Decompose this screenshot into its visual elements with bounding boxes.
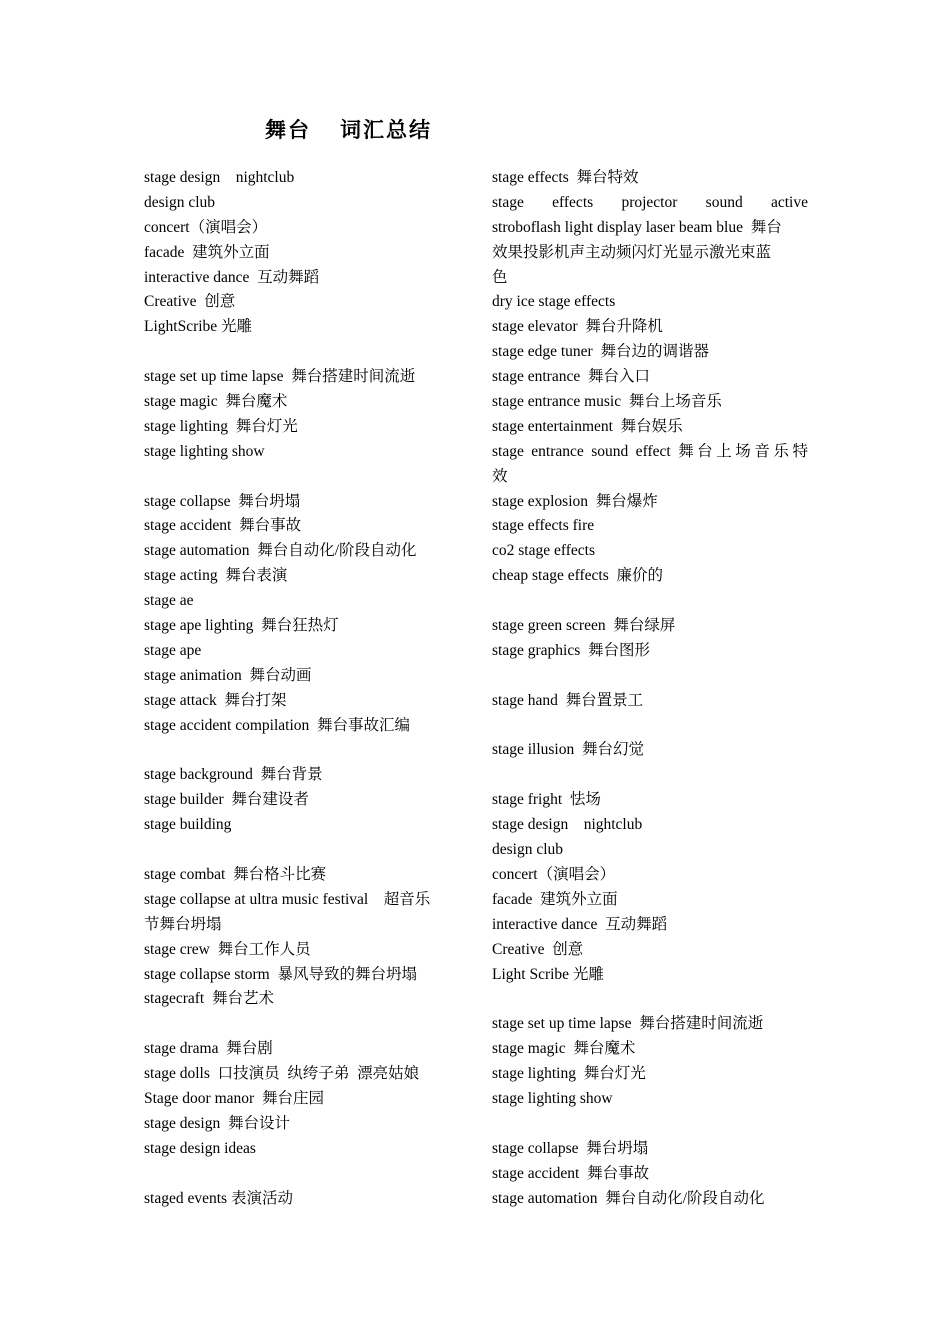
vocab-line: stage illusion 舞台幻觉 bbox=[492, 741, 644, 759]
vocab-line: concert（演唱会） bbox=[492, 865, 616, 883]
vocab-line: 色 bbox=[492, 268, 508, 286]
vocab-line: stage entrance 舞台入口 bbox=[492, 368, 650, 386]
vocab-line: stage lighting 舞台灯光 bbox=[144, 417, 298, 435]
vocab-line: stage dolls 口技演员 纨绔子弟 漂亮姑娘 bbox=[144, 1065, 420, 1083]
vocab-line: stage effects 舞台特效 bbox=[492, 169, 639, 186]
vocab-line: stage graphics 舞台图形 bbox=[492, 641, 650, 659]
vocab-line: stage collapse 舞台坍塌 bbox=[492, 1139, 649, 1157]
vocab-line: stage collapse at ultra music festival 超音乐 bbox=[144, 890, 431, 908]
right-column bbox=[492, 166, 808, 1211]
left-column bbox=[144, 166, 460, 1211]
page-title: 舞台 词汇总结 bbox=[265, 118, 432, 142]
vocab-line: stage background 舞台背景 bbox=[144, 766, 323, 784]
vocab-line: facade 建筑外立面 bbox=[492, 890, 618, 908]
vocab-line: design club bbox=[492, 841, 564, 859]
vocab-line: stage automation 舞台自动化/阶段自动化 bbox=[144, 542, 417, 560]
vocab-line: stage accident compilation 舞台事故汇编 bbox=[144, 716, 411, 734]
vocab-line: stage magic 舞台魔术 bbox=[492, 1040, 636, 1058]
vocab-line: stage crew 舞台工作人员 bbox=[144, 940, 311, 958]
vocab-line: stage drama 舞台剧 bbox=[144, 1040, 273, 1058]
vocab-line: stage collapse storm 暴风导致的舞台坍塌 bbox=[144, 965, 417, 983]
vocab-line: LightScribe 光雕 bbox=[144, 318, 253, 336]
vocab-line: stage elevator 舞台升降机 bbox=[492, 318, 663, 336]
vocab-line: stage lighting show bbox=[144, 442, 265, 460]
vocab-line: staged events 表演活动 bbox=[144, 1189, 293, 1207]
blank-line bbox=[144, 738, 460, 763]
vocab-line: stage building bbox=[144, 816, 232, 834]
blank-line bbox=[492, 664, 808, 689]
vocab-line: facade 建筑外立面 bbox=[144, 243, 270, 261]
blank-line bbox=[492, 589, 808, 614]
vocab-line: cheap stage effects 廉价的 bbox=[492, 567, 664, 585]
vocab-line: interactive dance 互动舞蹈 bbox=[144, 268, 320, 286]
vocab-line: stage ape lighting 舞台狂热灯 bbox=[144, 617, 339, 635]
blank-line bbox=[492, 714, 808, 739]
vocab-line: stage builder 舞台建设者 bbox=[144, 791, 309, 809]
vocab-line: stage fright 怯场 bbox=[492, 791, 601, 809]
vocab-line: stage lighting show bbox=[492, 1089, 613, 1107]
vocab-line: Creative 创意 bbox=[144, 293, 236, 311]
vocab-line: concert（演唱会） bbox=[144, 218, 268, 236]
blank-line bbox=[144, 838, 460, 863]
vocab-line: stage entrance music 舞台上场音乐 bbox=[492, 393, 722, 411]
vocab-line: stage animation 舞台动画 bbox=[144, 666, 312, 684]
blank-line bbox=[144, 1162, 460, 1187]
vocab-line: stage collapse 舞台坍塌 bbox=[144, 492, 301, 510]
vocab-line: stage design 舞台设计 bbox=[144, 1114, 290, 1132]
vocab-line: stage entrance sound effect 舞台上场音乐特 bbox=[492, 442, 808, 460]
vocab-line: 效果投影机声主动频闪灯光显示激光束蓝 bbox=[492, 243, 772, 261]
vocab-line: 效 bbox=[492, 467, 508, 485]
vocab-line: stage design nightclub bbox=[144, 169, 295, 186]
vocab-line: stage explosion 舞台爆炸 bbox=[492, 492, 658, 510]
vocab-line: stagecraft 舞台艺术 bbox=[144, 990, 274, 1008]
vocab-line: stage edge tuner 舞台边的调谐器 bbox=[492, 343, 709, 361]
vocab-line: dry ice stage effects bbox=[492, 293, 616, 311]
vocab-line: stage green screen 舞台绿屏 bbox=[492, 617, 676, 635]
vocab-line: Stage door manor 舞台庄园 bbox=[144, 1089, 324, 1107]
blank-line bbox=[144, 1012, 460, 1037]
vocab-line: stage design nightclub bbox=[492, 816, 643, 834]
vocab-line: stage combat 舞台格斗比赛 bbox=[144, 865, 327, 883]
vocab-line: stage hand 舞台置景工 bbox=[492, 691, 644, 709]
vocab-line: stage design ideas bbox=[144, 1139, 256, 1157]
vocab-line: stage acting 舞台表演 bbox=[144, 567, 288, 585]
vocab-line: 节舞台坍塌 bbox=[144, 915, 222, 933]
vocab-line: stage set up time lapse 舞台搭建时间流逝 bbox=[492, 1015, 764, 1033]
vocab-line: co2 stage effects bbox=[492, 542, 595, 560]
vocab-line: stage set up time lapse 舞台搭建时间流逝 bbox=[144, 368, 416, 386]
vocab-line: stage effects projector sound active bbox=[492, 193, 808, 211]
vocab-line: stage automation 舞台自动化/阶段自动化 bbox=[492, 1189, 765, 1207]
blank-line bbox=[492, 1112, 808, 1137]
vocab-line: Light Scribe 光雕 bbox=[492, 965, 604, 983]
vocab-line: stage ape bbox=[144, 641, 202, 659]
blank-line bbox=[492, 763, 808, 788]
blank-line bbox=[144, 340, 460, 365]
vocab-line: stage ae bbox=[144, 592, 194, 610]
vocab-line: stroboflash light display laser beam blue 舞台 bbox=[492, 218, 782, 236]
vocab-line: stage accident 舞台事故 bbox=[492, 1164, 650, 1182]
vocab-line: stage accident 舞台事故 bbox=[144, 517, 302, 535]
vocab-line: Creative 创意 bbox=[492, 940, 584, 958]
blank-line bbox=[492, 987, 808, 1012]
vocab-line: stage entertainment 舞台娱乐 bbox=[492, 417, 683, 435]
vocab-line: stage attack 舞台打架 bbox=[144, 691, 287, 709]
vocab-line: interactive dance 互动舞蹈 bbox=[492, 915, 668, 933]
vocab-line: stage magic 舞台魔术 bbox=[144, 393, 288, 411]
vocab-line: design club bbox=[144, 193, 216, 211]
vocab-line: stage lighting 舞台灯光 bbox=[492, 1065, 646, 1083]
vocab-line: stage effects fire bbox=[492, 517, 595, 535]
blank-line bbox=[144, 465, 460, 490]
